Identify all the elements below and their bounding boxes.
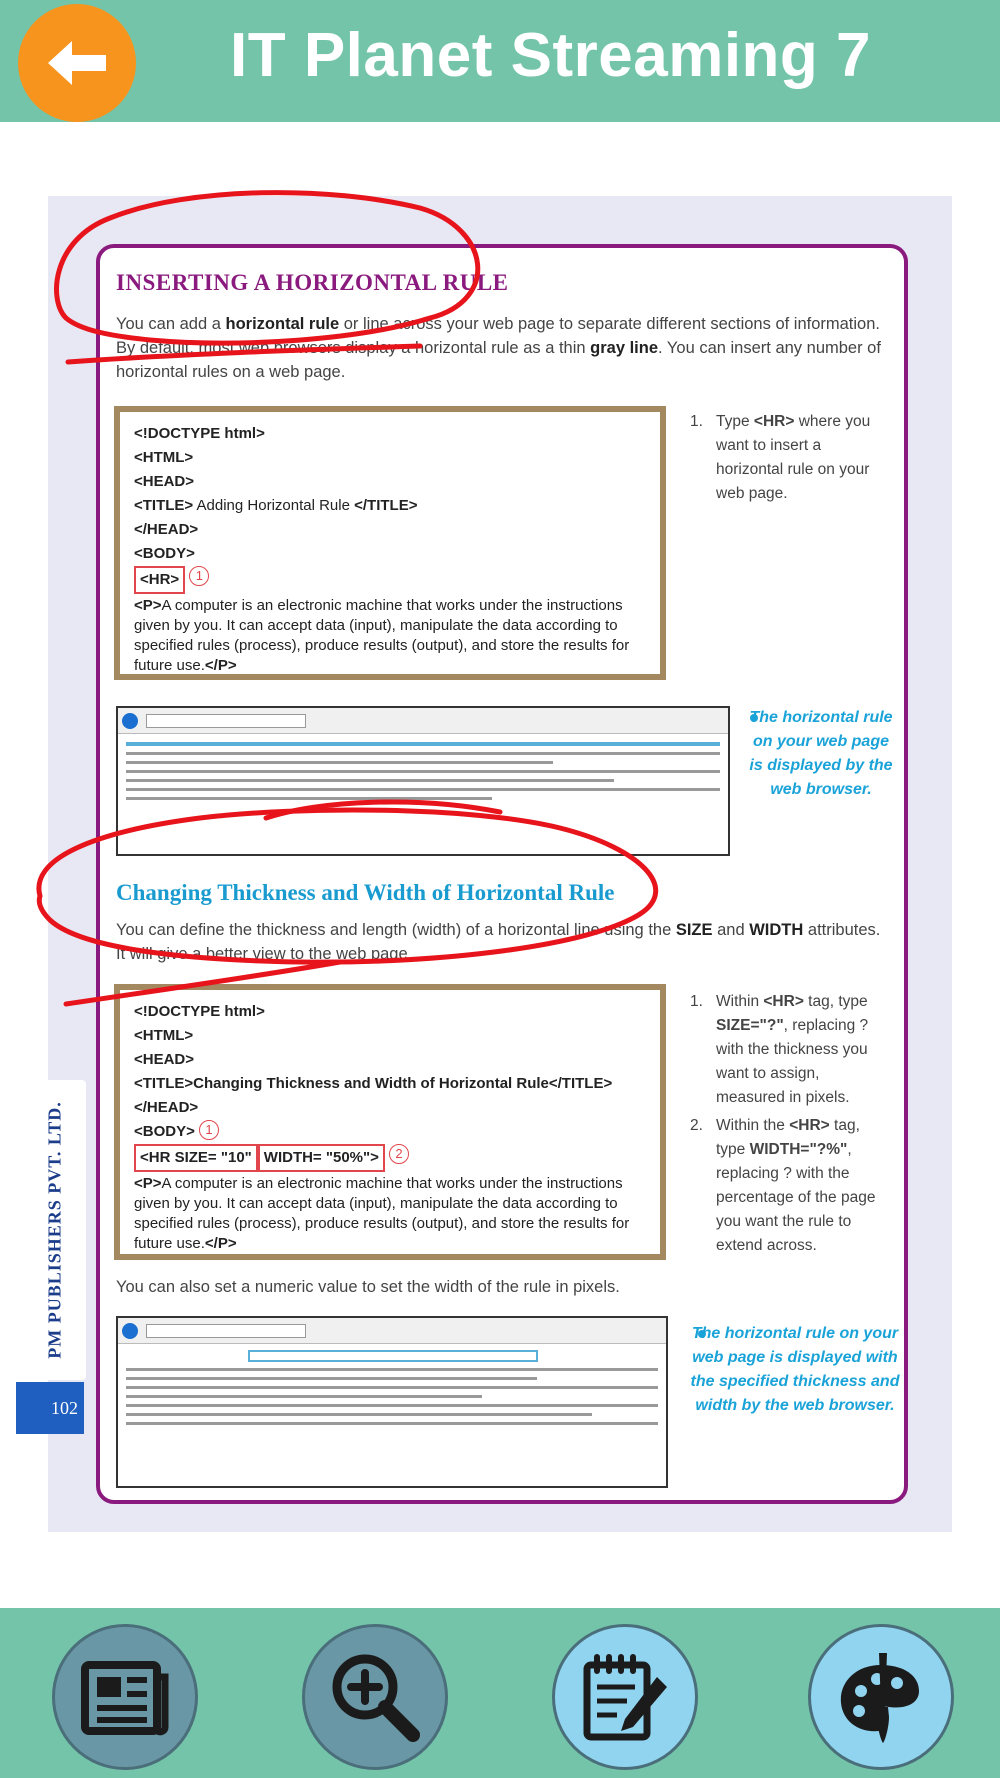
step-text-run: Within bbox=[716, 993, 764, 1010]
browser-screenshot-2 bbox=[116, 1316, 668, 1488]
app-title: IT Planet Streaming 7 bbox=[230, 21, 872, 90]
publisher-label: PM PUBLISHERS PVT. LTD. bbox=[44, 1101, 65, 1359]
text-line bbox=[126, 761, 553, 764]
code-line: <!DOCTYPE html> bbox=[134, 425, 265, 442]
text-line bbox=[126, 788, 720, 791]
section1-paragraph-run: horizontal rule bbox=[225, 315, 340, 333]
section1-paragraph bbox=[116, 312, 886, 384]
section2-paragraph bbox=[116, 918, 886, 966]
code-body-tag: <BODY> bbox=[134, 1123, 195, 1140]
section2-footer-paragraph: You can also set a numeric value to set the width of the rule in pixels. bbox=[116, 1278, 620, 1296]
publisher-tab bbox=[24, 1080, 86, 1380]
section1-title: INSERTING A HORIZONTAL RULE bbox=[116, 270, 509, 295]
step-text-run: WIDTH="?%" bbox=[749, 1141, 848, 1158]
section2-paragraph-run: You can define the thickness and length (width) of a horizontal line using the bbox=[116, 921, 676, 939]
text-line bbox=[126, 1368, 658, 1371]
section2-step bbox=[690, 990, 890, 1110]
notepad-pencil-icon bbox=[577, 1649, 673, 1745]
step-text-run: , replacing ? with the percentage of the page you want the rule to extend across. bbox=[716, 1141, 876, 1254]
code-line-hr bbox=[134, 1144, 646, 1172]
marker-number: 1 bbox=[189, 566, 209, 586]
code-line: <HEAD> bbox=[134, 473, 195, 490]
address-bar bbox=[146, 714, 306, 728]
section1-note: The horizontal rule on your web page is displayed by the web browser. bbox=[749, 709, 893, 798]
section2-code-box bbox=[114, 984, 666, 1260]
header-bar bbox=[0, 0, 1000, 122]
section1-paragraph-run: or line across your web page to separate different sections of information. By default, most web browsers display a horizontal rule as a thin bbox=[116, 315, 880, 357]
newspaper-icon bbox=[79, 1651, 171, 1743]
notes-button[interactable] bbox=[552, 1624, 698, 1770]
code-tag: <TITLE> bbox=[134, 497, 194, 514]
back-button[interactable] bbox=[18, 4, 136, 122]
code-line: </HEAD> bbox=[134, 1099, 199, 1116]
code-tag: <P> bbox=[134, 597, 162, 614]
step-text bbox=[716, 1114, 890, 1258]
code-line: <TITLE>Changing Thickness and Width of Horizontal Rule</TITLE> bbox=[134, 1075, 613, 1092]
step-text-run: tag, type bbox=[716, 1117, 860, 1158]
code-tag: </TITLE> bbox=[354, 497, 418, 514]
code-line: <HTML> bbox=[134, 449, 194, 466]
rendered-rule bbox=[248, 1350, 538, 1362]
browser-screenshot-1 bbox=[116, 706, 730, 856]
step-text-run: <HR> bbox=[763, 993, 804, 1010]
code-p-text: A computer is an electronic machine that works under the instructions given by you. It can accept data (input), manipulate the data according to specified rules (process), produce results (output), and store the results for future use. bbox=[134, 1175, 630, 1252]
page-number: 102 bbox=[16, 1382, 84, 1434]
code-tag: </P> bbox=[204, 1235, 237, 1252]
step-text-run: Within the bbox=[716, 1117, 790, 1134]
code-line-hr bbox=[134, 566, 646, 594]
browser-toolbar bbox=[118, 1318, 666, 1344]
text-line bbox=[126, 779, 614, 782]
step-text-run: Type bbox=[716, 413, 754, 430]
section1-steps bbox=[690, 410, 890, 510]
text-line bbox=[126, 797, 492, 800]
back-arrow-icon bbox=[42, 37, 112, 89]
step-text bbox=[716, 990, 890, 1110]
section2-note: The horizontal rule on your web page is displayed with the specified thickness and width by the web browser. bbox=[690, 1325, 900, 1414]
text-line bbox=[126, 1386, 658, 1389]
rendered-rule bbox=[126, 742, 720, 746]
step-text-run: where you want to insert a horizontal rule on your web page. bbox=[716, 413, 871, 502]
step-text-run: tag, type bbox=[803, 993, 868, 1010]
code-title-text: Adding Horizontal Rule bbox=[193, 497, 355, 514]
code-line: </HEAD> bbox=[134, 521, 199, 538]
text-line bbox=[126, 770, 720, 773]
zoom-in-icon bbox=[325, 1647, 425, 1747]
text-line bbox=[126, 752, 720, 755]
palette-button[interactable] bbox=[808, 1624, 954, 1770]
section1-paragraph-run: . You can insert any number of horizontal rules on a web page. bbox=[116, 339, 881, 381]
code-paragraph bbox=[134, 1174, 646, 1254]
marker-number: 2 bbox=[389, 1144, 409, 1164]
step-text-run: <HR> bbox=[753, 413, 795, 430]
code-line: <BODY> bbox=[134, 545, 195, 562]
zoom-in-button[interactable] bbox=[302, 1624, 448, 1770]
code-p-text: A computer is an electronic machine that works under the instructions given by you. It can accept data (input), manipulate the data according to specified rules (process), produce results (output), and store the results for future use. bbox=[134, 597, 630, 674]
step-text-run: SIZE="?" bbox=[716, 1017, 784, 1034]
step-text bbox=[716, 410, 890, 506]
section1-paragraph-run: You can add a bbox=[116, 315, 226, 333]
code-line-body bbox=[134, 1120, 646, 1144]
section2-steps bbox=[690, 990, 890, 1262]
highlight-box: <HR SIZE= "10" bbox=[134, 1144, 258, 1172]
code-line: <HTML> bbox=[134, 1027, 194, 1044]
section1-step bbox=[690, 410, 890, 506]
bottom-toolbar bbox=[0, 1608, 1000, 1778]
section2-step bbox=[690, 1114, 890, 1258]
code-tag: </P> bbox=[204, 657, 237, 674]
text-line bbox=[126, 1395, 482, 1398]
section2-title: Changing Thickness and Width of Horizontal Rule bbox=[116, 880, 615, 905]
section2-paragraph-run: attributes. It will give a better view to the web page. bbox=[116, 921, 881, 963]
palette-brush-icon bbox=[831, 1647, 931, 1747]
section2-paragraph-run: SIZE bbox=[675, 921, 713, 939]
code-paragraph bbox=[134, 596, 646, 676]
code-tag: <P> bbox=[134, 1175, 162, 1192]
step-number: 2. bbox=[690, 1117, 703, 1134]
step-text-run: , replacing ? with the thickness you want to assign, measured in pixels. bbox=[716, 1017, 869, 1106]
section1-paragraph-run: gray line bbox=[590, 339, 659, 357]
highlight-box: WIDTH= "50%"> bbox=[258, 1144, 385, 1172]
text-line bbox=[126, 1377, 537, 1380]
text-line bbox=[126, 1422, 658, 1425]
step-number: 1. bbox=[690, 413, 703, 430]
newspaper-button[interactable] bbox=[52, 1624, 198, 1770]
code-line: <!DOCTYPE html> bbox=[134, 1003, 265, 1020]
text-line bbox=[126, 1404, 658, 1407]
step-text-run: <HR> bbox=[789, 1117, 830, 1134]
code-line: <HEAD> bbox=[134, 1051, 195, 1068]
browser-icon bbox=[122, 1323, 138, 1339]
marker-number: 1 bbox=[199, 1120, 219, 1140]
step-number: 1. bbox=[690, 993, 703, 1010]
browser-icon bbox=[122, 713, 138, 729]
address-bar bbox=[146, 1324, 306, 1338]
section2-paragraph-run: WIDTH bbox=[749, 921, 804, 939]
section1-code-box bbox=[114, 406, 666, 680]
browser-toolbar bbox=[118, 708, 728, 734]
text-line bbox=[126, 1413, 592, 1416]
code-line-title bbox=[134, 494, 646, 518]
section2-paragraph-run: and bbox=[712, 921, 750, 939]
highlight-box: <HR> bbox=[134, 566, 185, 594]
